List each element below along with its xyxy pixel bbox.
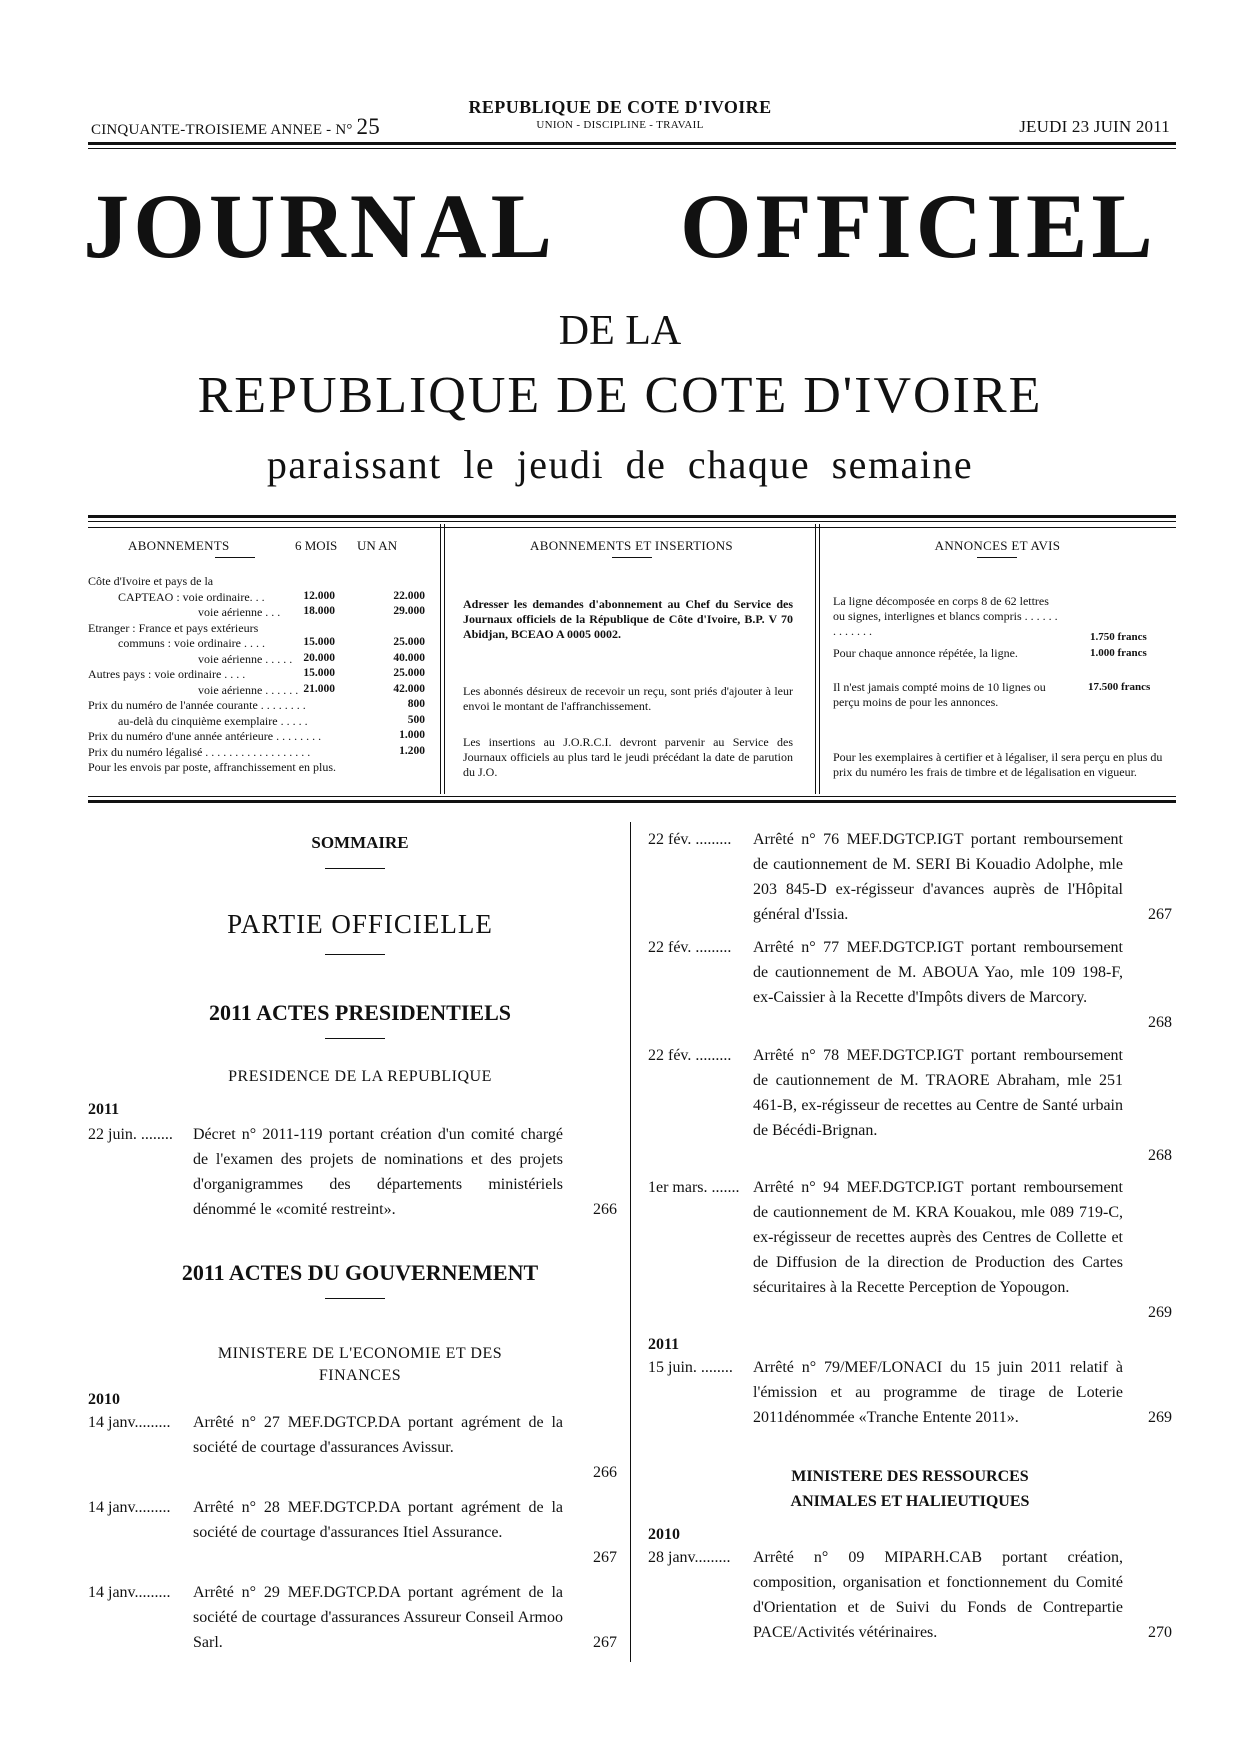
toc-entry	[88, 1580, 618, 1655]
toc-entry	[88, 1410, 618, 1485]
toc-entry	[648, 1175, 1178, 1325]
sommaire-title: SOMMAIRE	[311, 833, 409, 852]
announcements-price-1: 1.750 francs	[1090, 631, 1147, 643]
entry-page: 269	[1148, 1304, 1172, 1321]
subscription-label: Prix du numéro légalisé . . . . . . . . . . . . . . . . . .	[88, 744, 311, 759]
column-divider	[630, 822, 631, 1662]
year-2010-a: 2010	[88, 1391, 120, 1408]
subscription-label: CAPTEAO : voie ordinaire. . .	[118, 589, 265, 604]
presidence-heading: PRESIDENCE DE LA REPUBLIQUE	[228, 1068, 492, 1085]
price-un-an: 42.000	[393, 682, 425, 695]
subscription-row	[198, 652, 538, 666]
box-divider-2a	[815, 524, 816, 794]
republic-name: REPUBLIQUE DE COTE D'IVOIRE	[468, 97, 772, 117]
subscription-label: au-delà du cinquième exemplaire . . . . .	[118, 713, 308, 728]
box-top-rule-thin	[88, 521, 1176, 522]
title-word-journal: JOURNAL	[83, 175, 556, 277]
price-un-an: 25.000	[393, 636, 425, 648]
price-6-mois: 15.000	[303, 667, 335, 679]
subscription-label: voie aérienne . . . . .	[198, 651, 293, 666]
issue-date: JEUDI 23 JUIN 2011	[1019, 117, 1170, 136]
entry-page: 266	[593, 1201, 617, 1218]
entry-page: 267	[1148, 906, 1172, 923]
announcements-legalisation: Pour les exemplaires à certifier et à légaliser, il sera perçu en plus du prix du numéro les frais de timbre et de légalisation en vigueur.	[833, 750, 1163, 779]
insertions-address: Adresser les demandes d'abonnement au Chef du Service des Journaux officiels de la République de Côte d'Ivoire, B.P. V 70 Abidjan, BCEAO A 0005 0002.	[463, 597, 793, 641]
subscription-row	[88, 760, 428, 774]
subscriptions-title-rule	[215, 557, 255, 558]
toc-entry	[648, 1355, 1178, 1430]
price-un-an: 800	[407, 698, 425, 710]
toc-entry	[88, 1122, 618, 1222]
price-un-an: 22.000	[393, 589, 425, 602]
price-6-mois: 18.000	[303, 605, 335, 617]
entry-date: 28 janv.........	[648, 1549, 731, 1566]
ministere-economie-heading: MINISTERE DE L'ECONOMIE ET DES FINANCES	[217, 1345, 503, 1384]
subscription-row	[88, 574, 428, 588]
entry-page: 268	[1148, 1014, 1172, 1031]
entry-page: 267	[593, 1634, 617, 1651]
entry-date: 22 juin. ........	[88, 1126, 173, 1143]
entry-text: Arrêté n° 27 MEF.DGTCP.DA portant agrément de la société de courtage d'assurances Avissur.	[193, 1414, 563, 1456]
toc-entry	[648, 1043, 1178, 1168]
box-bottom-rule-thin	[88, 796, 1176, 797]
header-rule-thick	[88, 142, 1176, 145]
national-motto: UNION - DISCIPLINE - TRAVAIL	[536, 119, 704, 131]
year-2011-b: 2011	[648, 1336, 680, 1353]
price-un-an: 500	[407, 713, 425, 726]
sommaire-rule	[325, 868, 385, 869]
subscription-label: Prix du numéro d'une année antérieure . . . . . . . .	[88, 729, 322, 743]
price-un-an: 1.000	[399, 729, 425, 741]
toc-entry	[648, 827, 1178, 927]
entry-date: 14 janv.........	[88, 1414, 171, 1431]
subscription-label: Prix du numéro de l'année courante . . . . . . . .	[88, 698, 306, 712]
year-2011-a: 2011	[88, 1101, 120, 1118]
year-2010-b: 2010	[648, 1526, 680, 1543]
announcements-price-2: 1.000 francs	[1090, 647, 1147, 659]
announcements-title: ANNONCES ET AVIS	[934, 538, 1061, 553]
toc-entry	[648, 935, 1178, 1035]
entry-text: Arrêté n° 79/MEF/LONACI du 15 juin 2011 relatif à l'émission et au programme de tirage de Loterie 2011dénommée «Tranche Entente 2011».	[753, 1359, 1123, 1426]
masthead-republic: REPUBLIQUE DE COTE D'IVOIRE	[197, 367, 1043, 424]
price-6-mois: 12.000	[303, 589, 335, 602]
entry-page: 268	[1148, 1147, 1172, 1164]
journal-title	[0, 175, 1240, 277]
col-6mois: 6 MOIS	[295, 538, 338, 553]
box-top-rule-thin2	[88, 527, 1176, 528]
entry-date: 22 fév. .........	[648, 831, 732, 848]
entry-date: 22 fév. .........	[648, 1047, 732, 1064]
entry-page: 266	[593, 1464, 617, 1481]
price-6-mois: 15.000	[303, 636, 335, 648]
insertions-deadline: Les insertions au J.O.R.C.I. devront parvenir au Service des Journaux officiels au plus tard le jeudi précédant la date de parution du J.O.	[463, 735, 793, 779]
entry-text: Arrêté n° 78 MEF.DGTCP.IGT portant remboursement de cautionnement de M. TRAORE Abraham, mle 251 461-B, ex-régisseur de recettes au Centre de Santé urbain de Bécédi-Brignan.	[753, 1047, 1123, 1139]
entry-date: 14 janv.........	[88, 1499, 171, 1516]
entry-page: 269	[1148, 1409, 1172, 1426]
ministere-ressources-heading: MINISTERE DES RESSOURCES ANIMALES ET HALIEUTIQUES	[790, 1468, 1030, 1510]
insertions-title: ABONNEMENTS ET INSERTIONS	[530, 538, 733, 553]
entry-page: 267	[593, 1549, 617, 1566]
entry-text: Arrêté n° 09 MIPARH.CAB portant création, composition, organisation et fonctionnement du Comité d'Orientation et de Suivi du Fonds de Contrepartie PACE/Activités vétérinaires.	[753, 1549, 1123, 1641]
price-un-an: 1.200	[399, 744, 425, 757]
subscription-label: voie aérienne . . .	[198, 605, 281, 619]
partie-rule	[325, 954, 385, 955]
entry-text: Arrêté n° 29 MEF.DGTCP.DA portant agrément de la société de courtage d'assurances Assureur Conseil Armoo Sarl.	[193, 1584, 563, 1651]
masthead-de-la: DE LA	[558, 308, 682, 354]
title-word-officiel: OFFICIEL	[679, 175, 1157, 277]
announcements-repeat: Pour chaque annonce répétée, la ligne.	[833, 646, 1018, 660]
price-6-mois: 21.000	[303, 682, 335, 695]
box-bottom-rule	[88, 800, 1176, 803]
issue-number: 25	[356, 114, 380, 139]
insertions-title-rule	[612, 557, 652, 558]
section1-rule	[325, 1038, 385, 1039]
subscription-row	[88, 621, 428, 635]
partie-officielle: PARTIE OFFICIELLE	[227, 909, 493, 939]
masthead-tagline: paraissant le jeudi de chaque semaine	[266, 442, 974, 487]
subscriptions-title: ABONNEMENTS	[128, 538, 230, 553]
box-divider-2b	[819, 524, 820, 794]
entry-date: 1er mars. .......	[648, 1179, 740, 1196]
price-un-an: 25.000	[393, 667, 425, 679]
price-un-an: 29.000	[393, 605, 425, 617]
section-actes-presidentiels: 2011 ACTES PRESIDENTIELS	[209, 1000, 511, 1025]
announcements-title-rule	[977, 557, 1017, 558]
entry-text: Arrêté n° 77 MEF.DGTCP.IGT portant remboursement de cautionnement de M. ABOUA Yao, mle 109 198-F, ex-Caissier à la Recette d'Impôts divers de Marcory.	[753, 939, 1123, 1006]
price-un-an: 40.000	[393, 651, 425, 664]
announcements-line-rate: La ligne décomposée en corps 8 de 62 lettres ou signes, interlignes et blancs compris . . . . . . . . . . . . .	[833, 594, 1058, 638]
entry-text: Décret n° 2011-119 portant création d'un comité chargé de l'examen des projets de nominations et des projets d'organigrammes des départements ministériels dénommé le «comité restreint».	[193, 1126, 563, 1218]
entry-text: Arrêté n° 76 MEF.DGTCP.IGT portant remboursement de cautionnement de M. SERI Bi Kouadio Adolphe, mle 203 845-D ex-régisseur d'avances auprès de l'Hôpital général d'Issia.	[753, 831, 1123, 923]
subscription-label: Autres pays : voie ordinaire . . . .	[88, 667, 246, 681]
toc-entry	[88, 1495, 618, 1570]
subscription-label: Pour les envois par poste, affranchissement en plus.	[88, 760, 337, 774]
col-un-an: UN AN	[357, 538, 398, 553]
header-rule-thin	[88, 148, 1176, 149]
entry-date: 15 juin. ........	[648, 1359, 733, 1376]
entry-text: Arrêté n° 94 MEF.DGTCP.IGT portant remboursement de cautionnement de M. KRA Kouakou, mle 089 719-C, ex-régisseur de recettes auprès des Centres de Collette et de Diffusion de la direction de Production des Cartes sécuritaires à la Recette Perception de Yopougon.	[753, 1179, 1123, 1296]
issue-prefix: CINQUANTE-TROISIEME ANNEE - N°	[91, 122, 353, 138]
subscription-label: voie aérienne . . . . . .	[198, 682, 299, 697]
entry-page: 270	[1148, 1624, 1172, 1641]
entry-text: Arrêté n° 28 MEF.DGTCP.DA portant agrément de la société de courtage d'assurances Itiel Assurance.	[193, 1499, 563, 1541]
section-actes-gouvernement: 2011 ACTES DU GOUVERNEMENT	[181, 1260, 539, 1285]
box-top-rule	[88, 515, 1176, 518]
subscription-label: Côte d'Ivoire et pays de la	[88, 574, 214, 588]
subscription-label: communs : voie ordinaire . . . .	[118, 636, 265, 650]
toc-entry	[648, 1545, 1178, 1645]
price-6-mois: 20.000	[303, 651, 335, 664]
announcements-minimum: Il n'est jamais compté moins de 10 lignes ou perçu moins de pour les annonces.	[833, 680, 1046, 709]
insertions-receipt: Les abonnés désireux de recevoir un reçu, sont priés d'ajouter à leur envoi le montant de l'affranchissement.	[463, 684, 793, 713]
entry-date: 14 janv.........	[88, 1584, 171, 1601]
section2-rule	[325, 1298, 385, 1299]
announcements-price-3: 17.500 francs	[1088, 681, 1151, 693]
entry-date: 22 fév. .........	[648, 939, 732, 956]
subscription-label: Etranger : France et pays extérieurs	[88, 620, 259, 635]
